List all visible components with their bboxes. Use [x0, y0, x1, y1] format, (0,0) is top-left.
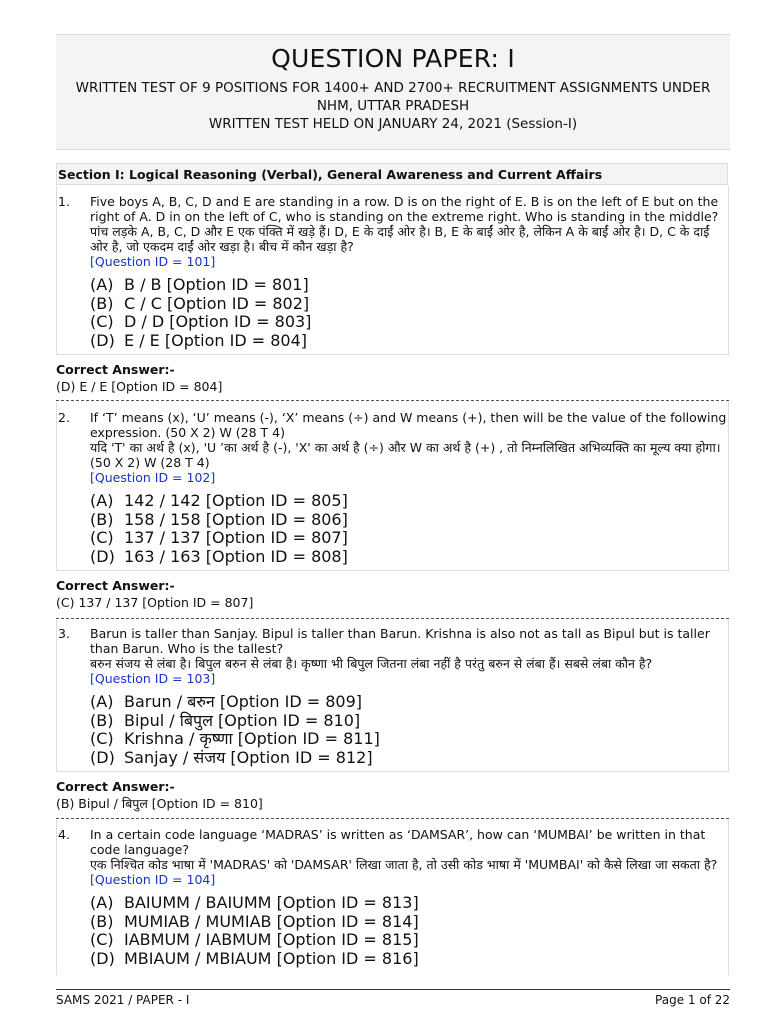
divider	[56, 618, 729, 619]
option-a	[90, 693, 380, 712]
question-number: 2.	[58, 410, 70, 425]
option-label: (A)	[90, 893, 114, 912]
option-text: MUMIAB / MUMIAB [Option ID = 814]	[124, 911, 419, 931]
question-text-hi: पांच लड़के A, B, C, D और E एक पंक्ति में खड़े हैं। D, E के दाईं ओर है। B, E के बाईं ओर है, लेकिन A के बाईं ओर है। D, C के दाईं ओर है, जो एकदम दाईं ओर खड़ा है। बीच में कौन खड़ा है?	[90, 224, 710, 254]
option-label: (D)	[90, 330, 115, 350]
option-c	[90, 931, 419, 950]
option-text: 158 / 158 [Option ID = 806]	[124, 509, 348, 529]
option-c	[90, 730, 380, 749]
options-list	[90, 492, 348, 566]
option-text: E / E [Option ID = 804]	[124, 330, 307, 350]
option-label: (C)	[90, 312, 114, 331]
header-line-1: WRITTEN TEST OF 9 POSITIONS FOR 1400+ AND 2700+ RECRUITMENT ASSIGNMENTS UNDER	[75, 80, 711, 96]
question-text-hi: एक निश्चित कोड भाषा में 'MADRAS' को 'DAMSAR' लिखा जाता है, तो उसी कोड भाषा में 'MUMBAI' को कैसे लिखा जा सकता है?	[90, 857, 718, 872]
divider	[56, 400, 729, 401]
option-b	[90, 295, 311, 314]
option-label: (D)	[90, 948, 115, 968]
options-list	[90, 894, 419, 968]
paper-title: QUESTION PAPER: I	[271, 44, 515, 73]
correct-answer-label: Correct Answer:-	[56, 578, 175, 593]
option-d	[90, 548, 348, 567]
paper-header	[56, 34, 730, 150]
option-d	[90, 749, 380, 768]
option-a	[90, 894, 419, 913]
options-list	[90, 276, 311, 350]
option-text: 142 / 142 [Option ID = 805]	[124, 491, 348, 510]
option-label: (A)	[90, 491, 114, 510]
page-number: Page 1 of 22	[655, 993, 730, 1007]
correct-answer-value: (D) E / E [Option ID = 804]	[56, 379, 223, 394]
question-text-hi: यदि 'T' का अर्थ है (x), 'U ’का अर्थ है (-), 'X' का अर्थ है (÷) और W का अर्थ है (+) , तो निम्नलिखित अभिव्यक्ति का मूल्य क्या होगा। (50 X 2) W (28 T 4)	[90, 440, 721, 470]
option-label: (D)	[90, 546, 115, 566]
correct-answer-1	[56, 361, 222, 395]
divider	[56, 818, 729, 819]
option-b	[90, 712, 380, 731]
question-text-hi: बरुन संजय से लंबा है। बिपुल बरुन से लंबा है। कृष्णा भी बिपुल जितना लंबा नहीं है परंतु बरुन से लंबा हैं। सबसे लंबा कौन है?	[90, 656, 653, 671]
question-id: [Question ID = 103]	[90, 671, 216, 686]
option-text: Sanjay / संजय [Option ID = 812]	[124, 747, 373, 767]
correct-answer-2	[56, 577, 253, 611]
option-label: (A)	[90, 692, 114, 711]
question-text-en: In a certain code language ‘MADRAS’ is written as ‘DAMSAR’, how can ‘MUMBAI’ be written in that code language?	[90, 827, 706, 857]
option-text: BAIUMM / BAIUMM [Option ID = 813]	[124, 893, 419, 912]
option-label: (C)	[90, 930, 114, 949]
option-label: (B)	[90, 509, 114, 529]
question-text-en: Barun is taller than Sanjay. Bipul is taller than Barun. Krishna is also not as tall as Bipul but is taller than Barun. Who is the tallest?	[90, 626, 710, 656]
option-label: (C)	[90, 528, 114, 547]
option-label: (B)	[90, 293, 114, 313]
section-heading	[56, 163, 728, 185]
option-text: Barun / बरुन [Option ID = 809]	[124, 692, 362, 711]
question-number: 1.	[58, 194, 70, 209]
option-label: (A)	[90, 275, 114, 294]
option-text: B / B [Option ID = 801]	[124, 275, 309, 294]
header-line-3: WRITTEN TEST HELD ON JANUARY 24, 2021 (Session-I)	[208, 116, 578, 132]
options-list	[90, 693, 380, 767]
question-number: 3.	[58, 626, 70, 641]
question-text-en: If ‘T’ means (x), ‘U’ means (-), ‘X’ means (÷) and W means (+), then will be the value of the following expression. (50 X 2) W (28 T 4)	[90, 410, 727, 440]
option-a	[90, 492, 348, 511]
option-b	[90, 913, 419, 932]
question-text-en: Five boys A, B, C, D and E are standing in a row. D is on the right of E. B is on the left of E but on the right of A. D in on the left of C, who is standing on the extreme right. Who is standing in the middle?	[90, 194, 719, 224]
option-label: (B)	[90, 911, 114, 931]
section-title: Section I: Logical Reasoning (Verbal), General Awareness and Current Affairs	[58, 167, 603, 182]
question-id: [Question ID = 104]	[90, 872, 216, 887]
correct-answer-3	[56, 778, 263, 812]
page-footer	[56, 989, 730, 1007]
header-line-2: NHM, UTTAR PRADESH	[316, 98, 470, 114]
option-text: MBIAUM / MBIAUM [Option ID = 816]	[124, 948, 419, 968]
question-id: [Question ID = 102]	[90, 470, 216, 485]
option-text: C / C [Option ID = 802]	[124, 293, 310, 313]
option-text: IABMUM / IABMUM [Option ID = 815]	[124, 930, 419, 949]
option-d	[90, 950, 419, 969]
question-id: [Question ID = 101]	[90, 254, 216, 269]
option-d	[90, 332, 311, 351]
footer-paper-label: SAMS 2021 / PAPER - I	[56, 993, 190, 1007]
option-b	[90, 511, 348, 530]
question-number: 4.	[58, 827, 70, 842]
option-text: 163 / 163 [Option ID = 808]	[124, 546, 348, 566]
option-text: D / D [Option ID = 803]	[124, 312, 312, 331]
correct-answer-value: (B) Bipul / बिपुल [Option ID = 810]	[56, 796, 263, 811]
correct-answer-label: Correct Answer:-	[56, 779, 175, 794]
option-text: Bipul / बिपुल [Option ID = 810]	[124, 710, 361, 730]
correct-answer-label: Correct Answer:-	[56, 362, 175, 377]
option-label: (B)	[90, 710, 114, 730]
option-label: (D)	[90, 747, 115, 767]
option-c	[90, 313, 311, 332]
option-label: (C)	[90, 729, 114, 748]
option-c	[90, 529, 348, 548]
option-text: 137 / 137 [Option ID = 807]	[124, 528, 348, 547]
option-text: Krishna / कृष्णा [Option ID = 811]	[124, 729, 380, 748]
option-a	[90, 276, 311, 295]
correct-answer-value: (C) 137 / 137 [Option ID = 807]	[56, 595, 254, 610]
